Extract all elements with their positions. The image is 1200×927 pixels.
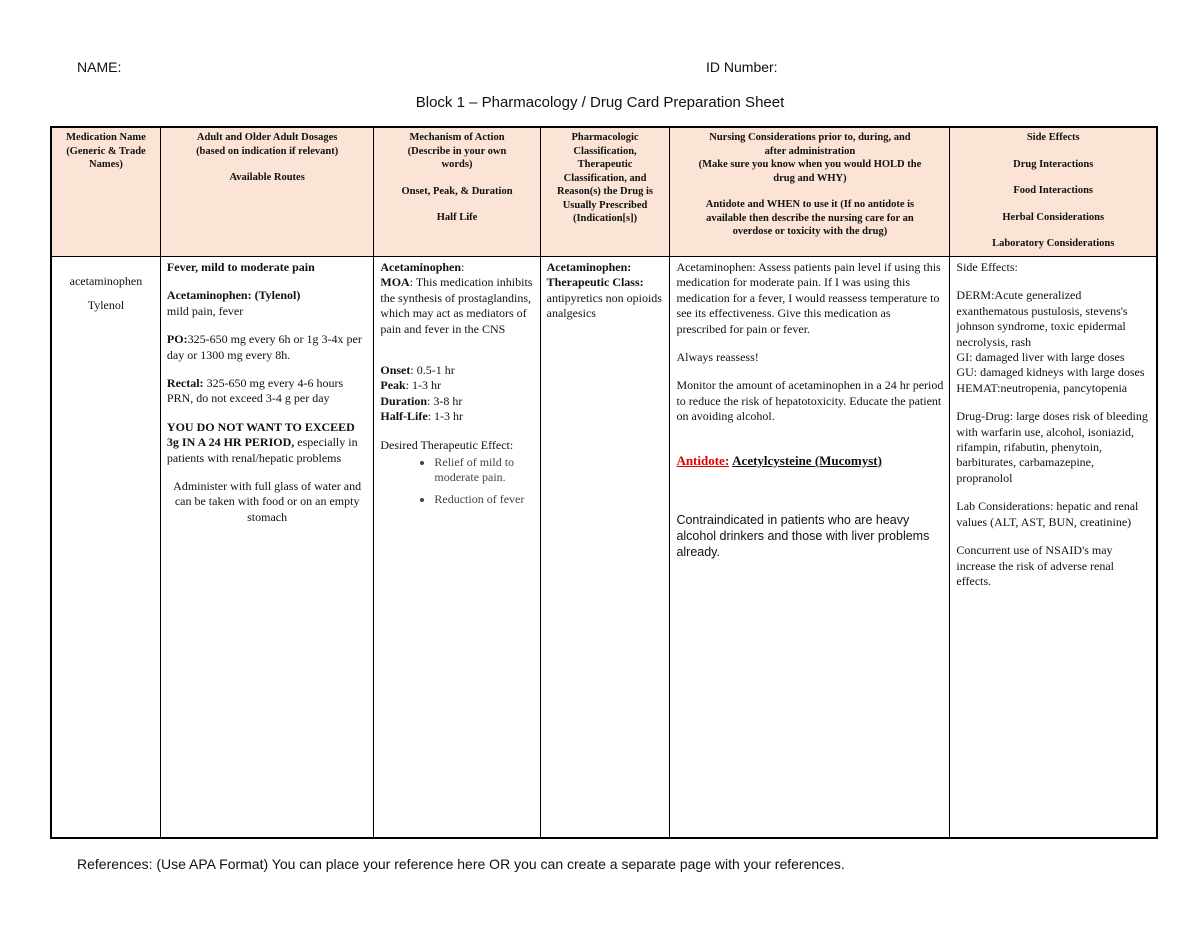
col-header-medication-name: Medication Name (Generic & Trade Names): [51, 127, 160, 257]
cell-medication-name: [51, 257, 160, 839]
duration: Duration: 3-8 hr: [380, 393, 463, 408]
therapeutic-class-text: antipyretics non opioids analgesics: [546, 290, 662, 321]
gi-effects: GI: damaged liver with large doses: [956, 350, 1125, 365]
drug-use: mild pain, fever: [166, 303, 244, 318]
header-row: [51, 127, 1157, 257]
col-header-dosages: Adult and Older Adult Dosages (based on indication if relevant) Available Routes: [160, 127, 373, 257]
col-header-side-effects: Side Effects Drug Interactions Food Interactions Herbal Considerations Laboratory Considerations: [950, 127, 1157, 257]
cell-nursing: [670, 257, 950, 839]
cell-side-effects: [950, 257, 1157, 839]
contraindication: Contraindicated in patients who are heavy alcohol drinkers and those with liver problems already.: [676, 513, 930, 560]
half-life: Half-Life: 1-3 hr: [380, 409, 464, 424]
administration-note: Administer with full glass of water and can be taken with food or on an empty stomach: [173, 479, 362, 524]
cell-dosages: [160, 257, 373, 839]
drug-label: Acetaminophen: (Tylenol): [166, 288, 301, 303]
cell-mechanism: [374, 257, 540, 839]
drug-drug-interactions: Drug-Drug: large doses risk of bleeding with warfarin use, alcohol, isoniazid, rifampin, rifabutin, phenytoin, barbiturates, carbamazepine, propranolol: [956, 409, 1148, 485]
col-header-nursing: Nursing Considerations prior to, during, and after administration (Make sure you know when you would HOLD the drug and WHY) Antidote and WHEN to use it (If no antidote is available then describe the nursing care for an overdose or toxicity with the drug): [670, 127, 950, 257]
peak: Peak: 1-3 hr: [380, 378, 442, 393]
list-item: • Relief of mild to moderate pain.: [434, 455, 533, 486]
derm-effects: DERM:Acute generalized exanthematous pustulosis, stevens's johnson syndrome, toxic epidermal necrolysis, rash: [956, 288, 1128, 349]
generic-name: acetaminophen: [69, 274, 143, 288]
cell-classification: [540, 257, 670, 839]
nursing-monitor: Monitor the amount of acetaminophen in a 24 hr period to reduce the risk of hepatotoxicity. Educate the patient on avoiding alcohol.: [676, 378, 944, 424]
po-dosage: PO:325-650 mg every 6h or 1g 3-4x per day or 1300 mg every 8h.: [166, 332, 362, 362]
table-row: [51, 257, 1157, 839]
lab-considerations: Lab Considerations: hepatic and renal values (ALT, AST, BUN, creatinine): [956, 499, 1139, 529]
references-note: References: (Use APA Format) You can place your reference here OR you can create a separate page with your references.: [77, 856, 845, 872]
dosage-warning: YOU DO NOT WANT TO EXCEED 3g IN A 24 HR PERIOD, especially in patients with renal/hepatic problems: [166, 419, 358, 465]
nsaid-note: Concurrent use of NSAID's may increase the risk of adverse renal effects.: [956, 543, 1115, 588]
list-item: • Reduction of fever: [434, 492, 533, 507]
antidote: [676, 453, 943, 469]
therapeutic-effect-heading: Desired Therapeutic Effect:: [380, 437, 514, 452]
nursing-assessment: Acetaminophen: Assess patients pain level if using this medication for moderate pain. If I was using this medication for a fever, I would reassess temperature to see its effectiveness. Give this medication as prescribed for pain or fever.: [676, 260, 941, 336]
hemat-effects: HEMAT:neutropenia, pancytopenia: [956, 380, 1128, 395]
side-effects-heading: Side Effects:: [956, 260, 1018, 274]
moa-text: MOA: This medication inhibits the synthesis of prostaglandins, which may act as mediators of pain and fever in the CNS: [380, 275, 533, 336]
antidote-value: Acetylcysteine (Mucomyst): [732, 452, 882, 468]
name-label: NAME:: [77, 59, 122, 75]
col-header-mechanism: Mechanism of Action (Describe in your own words) Onset, Peak, & Duration Half Life: [374, 127, 540, 257]
mechanism-drug: Acetaminophen:: [380, 260, 465, 274]
classification-drug: Acetaminophen:: [546, 260, 632, 274]
col-header-classification: Pharmacologic Classification, Therapeutic Classification, and Reason(s) the Drug is Usually Prescribed (Indication[s]): [540, 127, 670, 257]
rectal-dosage: Rectal: 325-650 mg every 4-6 hours PRN, do not exceed 3-4 g per day: [166, 376, 344, 406]
onset: Onset: 0.5-1 hr: [380, 363, 455, 378]
drug-card-table: [50, 126, 1158, 839]
therapeutic-class-label: Therapeutic Class:: [546, 275, 644, 290]
gu-effects: GU: damaged kidneys with large doses: [956, 365, 1145, 380]
page-title: Block 1 – Pharmacology / Drug Card Preparation Sheet: [415, 94, 785, 111]
indication: Fever, mild to moderate pain: [166, 260, 315, 274]
nursing-reassess: Always reassess!: [676, 350, 759, 365]
trade-name: Tylenol: [87, 298, 125, 313]
therapeutic-effects-list: [380, 455, 533, 507]
antidote-label: Antidote:: [676, 452, 730, 468]
id-number-label: ID Number:: [706, 59, 778, 75]
